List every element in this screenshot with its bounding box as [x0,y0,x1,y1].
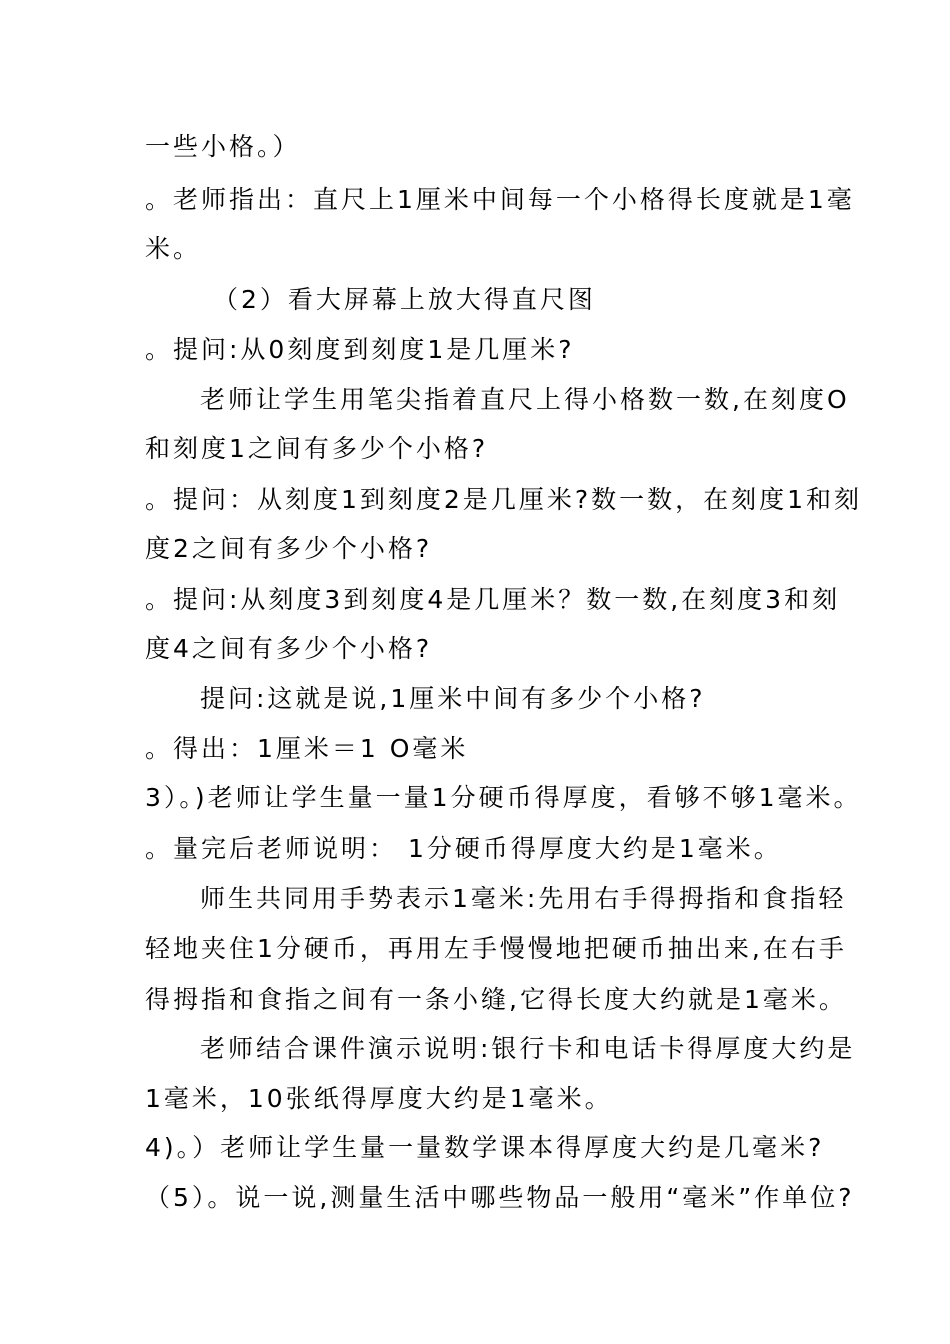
text-line: 米。 [145,234,202,263]
text-line: 度4之间有多少个小格? [145,634,433,663]
text-line: 。提问:从刻度3到刻度4是几厘米？数一数,在刻度3和刻 [145,585,841,614]
text-line: 师生共同用手势表示1毫米:先用右手得拇指和食指轻 [200,884,847,913]
text-line: （5）。说一说,测量生活中哪些物品一般用“毫米”作单位? [145,1183,855,1212]
text-line: 和刻度1之间有多少个小格? [145,434,489,463]
text-line: 。量完后老师说明： 1分硬币得厚度大约是1毫米。 [145,834,782,863]
text-line: 1毫米，10张纸得厚度大约是1毫米。 [145,1084,613,1113]
text-line: 轻地夹住1分硬币，再用左手慢慢地把硬币抽出来,在右手 [145,934,847,963]
text-line: 得拇指和食指之间有一条小缝,它得长度大约就是1毫米。 [145,985,847,1014]
text-line: 。提问：从刻度1到刻度2是几厘米?数一数，在刻度1和刻 [145,485,862,514]
text-line: 提问:这就是说,1厘米中间有多少个小格? [200,684,706,713]
text-line: 一些小格。） [145,132,301,161]
text-line: （2）看大屏幕上放大得直尺图 [213,285,596,314]
text-line: 4)。）老师让学生量一量数学课本得厚度大约是几毫米? [145,1133,825,1162]
text-line: 。老师指出：直尺上1厘米中间每一个小格得长度就是1毫 [145,185,855,214]
text-line: 。得出：1厘米＝1 O毫米 [145,734,469,763]
text-line: 3）。)老师让学生量一量1分硬币得厚度，看够不够1毫米。 [145,783,862,812]
text-line: 老师让学生用笔尖指着直尺上得小格数一数,在刻度O [200,385,850,414]
text-line: 老师结合课件演示说明:银行卡和电话卡得厚度大约是 [200,1034,856,1063]
text-line: 度2之间有多少个小格? [145,534,433,563]
text-line: 。提问:从0刻度到刻度1是几厘米? [145,335,575,364]
